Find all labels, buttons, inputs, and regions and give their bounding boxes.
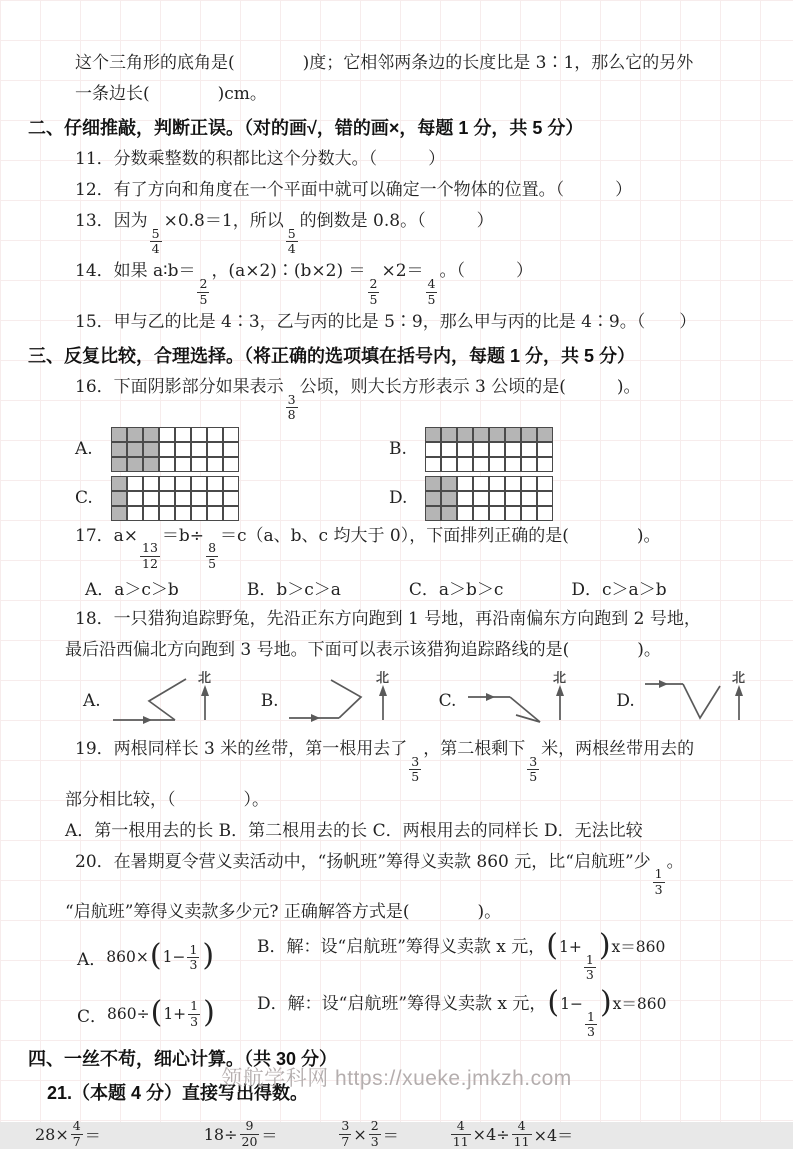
paren-open: ( bbox=[149, 937, 162, 973]
calc4-fraction-2 bbox=[512, 1119, 532, 1149]
grid-cell bbox=[175, 506, 191, 521]
fraction-denominator: 11 bbox=[513, 1133, 530, 1149]
q17-option-a: A．a＞c＞b bbox=[85, 580, 179, 601]
grid-cell bbox=[537, 442, 553, 457]
grid-cell bbox=[191, 476, 207, 491]
grid-cell bbox=[537, 491, 553, 506]
q20-a-label: A． bbox=[77, 949, 107, 970]
q16-option-a-label: A. bbox=[75, 439, 93, 460]
q16-option-row-2 bbox=[65, 476, 763, 521]
q20-d-label: D． bbox=[257, 993, 288, 1014]
paren-close: ) bbox=[598, 928, 611, 964]
q18-diagram-d bbox=[616, 670, 756, 732]
fraction-denominator: 7 bbox=[341, 1133, 350, 1149]
q20-option-row-2 bbox=[65, 984, 763, 1040]
grid-cell bbox=[143, 491, 159, 506]
calc2-fraction bbox=[240, 1119, 260, 1149]
paren-open: ( bbox=[150, 994, 163, 1030]
q20-a-expr: 860× bbox=[106, 948, 149, 967]
fraction-denominator: 11 bbox=[452, 1133, 469, 1149]
grid-cell bbox=[223, 506, 239, 521]
grid-cell bbox=[489, 442, 505, 457]
intro-line-2: 一条边长( )cm。 bbox=[75, 83, 267, 104]
q20-c-inner: 1+ bbox=[163, 1005, 187, 1024]
grid-cell bbox=[505, 457, 521, 472]
grid-cell bbox=[143, 427, 159, 442]
paren-close: ) bbox=[203, 994, 215, 1030]
north-label: 北 bbox=[731, 671, 745, 687]
fraction-denominator: 3 bbox=[587, 1024, 595, 1039]
q19-text-2: ，第二根剩下 bbox=[423, 739, 526, 760]
grid-cell bbox=[143, 506, 159, 521]
grid-cell bbox=[159, 506, 175, 521]
grid-cell bbox=[521, 506, 537, 521]
grid-cell bbox=[127, 457, 143, 472]
grid-cell bbox=[441, 442, 457, 457]
grid-cell bbox=[191, 506, 207, 521]
grid-cell bbox=[537, 457, 553, 472]
grid-cell bbox=[425, 427, 441, 442]
q18-option-b-label: B. bbox=[260, 691, 279, 712]
fraction-numerator: 13 bbox=[142, 540, 158, 556]
grid-cell bbox=[207, 506, 223, 521]
q17-fraction-1 bbox=[140, 541, 160, 571]
grid-cell bbox=[127, 491, 143, 506]
section-2-title: 二、仔细推敲，判断正误。（对的画√，错的画×，每题 1 分，共 5 分） bbox=[28, 117, 584, 138]
q20-b-label: B． bbox=[257, 937, 287, 958]
section-4-title: 四、一丝不苟，细心计算。（共 30 分） bbox=[28, 1049, 338, 1070]
q17-option-d: D．c＞a＞b bbox=[571, 580, 667, 601]
grid-cell bbox=[473, 427, 489, 442]
grid-cell bbox=[521, 476, 537, 491]
q20-fraction bbox=[653, 867, 665, 897]
q20-d-equation: x＝860 bbox=[612, 994, 667, 1013]
grid-cell bbox=[159, 427, 175, 442]
q20-text-1: 20．在暑期夏令营义卖活动中，“扬帆班”筹得义卖款 860 元，比“启航班”少 bbox=[75, 851, 651, 872]
fraction-numerator: 3 bbox=[411, 753, 420, 769]
q17-option-c: C．a＞b＞c bbox=[408, 580, 504, 601]
grid-cell bbox=[175, 427, 191, 442]
q17-option-b: B．b＞c＞a bbox=[246, 580, 341, 601]
q20-c-label: C． bbox=[77, 1006, 108, 1027]
q20-option-d bbox=[257, 984, 667, 1040]
grid-cell bbox=[505, 476, 521, 491]
grid-cell bbox=[111, 457, 127, 472]
q18-diagram-c bbox=[439, 670, 579, 732]
q19-options: A．第一根用去的长 B．第二根用去的长 C．两根用去的同样长 D．无法比较 bbox=[65, 820, 643, 841]
grid-cell bbox=[537, 476, 553, 491]
fraction-denominator: 7 bbox=[72, 1133, 81, 1149]
grid-cell bbox=[505, 506, 521, 521]
question-14 bbox=[65, 260, 763, 307]
grid-cell bbox=[441, 491, 457, 506]
fraction-denominator: 3 bbox=[190, 1013, 199, 1029]
grid-cell bbox=[127, 476, 143, 491]
calc2-pre: 18÷ bbox=[203, 1124, 238, 1144]
grid-cell bbox=[457, 442, 473, 457]
q14-fraction-2 bbox=[368, 277, 380, 307]
calc1-pre: 28× bbox=[35, 1124, 69, 1144]
q20-d-inner: 1− bbox=[560, 994, 583, 1013]
route-diagram-d-icon bbox=[639, 670, 757, 732]
grid-cell bbox=[223, 457, 239, 472]
fraction-denominator: 3 bbox=[585, 967, 594, 983]
fraction-numerator: 4 bbox=[517, 1118, 526, 1134]
q14-text-3: ×2＝ bbox=[381, 261, 424, 282]
fraction-denominator: 8 bbox=[287, 407, 296, 423]
question-19-line-1 bbox=[65, 738, 763, 785]
fraction-denominator: 5 bbox=[208, 555, 217, 571]
q20-option-row-1 bbox=[65, 928, 763, 983]
calc3-operator: × bbox=[353, 1124, 367, 1144]
fraction-numerator: 2 bbox=[369, 276, 378, 292]
q16-option-d-label: D. bbox=[389, 488, 408, 509]
calc1-equals: ＝ bbox=[84, 1125, 101, 1145]
route-diagram-b-icon bbox=[283, 670, 401, 732]
grid-cell bbox=[473, 491, 489, 506]
q16-grid-option-b bbox=[425, 427, 553, 472]
q14-text-1: 14．如果 a∶b＝ bbox=[75, 261, 196, 282]
grid-cell bbox=[175, 442, 191, 457]
fraction-denominator: 5 bbox=[199, 291, 208, 307]
calc4-equals: ×4＝ bbox=[533, 1125, 574, 1145]
q18-diagram-a bbox=[83, 670, 223, 732]
q16-grid-option-d bbox=[425, 476, 553, 521]
question-19-line-2: 部分相比较，（ ）。 bbox=[65, 789, 269, 810]
grid-cell bbox=[111, 506, 127, 521]
grid-cell bbox=[143, 457, 159, 472]
q16-grid-option-c bbox=[111, 476, 239, 521]
q20-option-c bbox=[77, 994, 257, 1030]
q20-d-fraction bbox=[585, 1010, 597, 1040]
grid-cell bbox=[159, 457, 175, 472]
q20-b-text: 解：设“启航班”筹得义卖款 x 元， bbox=[286, 937, 546, 958]
fraction-denominator: 20 bbox=[241, 1133, 258, 1149]
question-20-line-2: “启航班”筹得义卖款多少元? 正确解答方式是( )。 bbox=[65, 902, 502, 923]
grid-cell bbox=[111, 442, 127, 457]
q14-text-4: 。（ ） bbox=[439, 261, 533, 282]
fraction-numerator: 1 bbox=[587, 1008, 595, 1024]
fraction-numerator: 9 bbox=[245, 1118, 254, 1134]
grid-cell bbox=[159, 476, 175, 491]
q20-a-inner: 1− bbox=[162, 948, 186, 967]
q13-text-3: 的倒数是 0.8。（ ） bbox=[299, 210, 494, 231]
north-label: 北 bbox=[375, 671, 389, 687]
q18-option-d-label: D. bbox=[616, 691, 635, 712]
paren-close: ) bbox=[599, 984, 612, 1020]
grid-cell bbox=[175, 476, 191, 491]
q16-text-1: 16．下面阴影部分如果表示 bbox=[75, 376, 284, 397]
calc1-fraction bbox=[71, 1119, 83, 1149]
q16-option-b-label: B. bbox=[389, 439, 407, 460]
grid-cell bbox=[489, 491, 505, 506]
fraction-numerator: 2 bbox=[199, 276, 208, 292]
q14-fraction-3 bbox=[426, 277, 438, 307]
grid-cell bbox=[207, 427, 223, 442]
q20-a-fraction bbox=[187, 943, 199, 973]
calc3-equals: ＝ bbox=[382, 1125, 399, 1145]
grid-cell bbox=[207, 491, 223, 506]
question-15: 15．甲与乙的比是 4∶3，乙与丙的比是 5∶9，那么甲与丙的比是 4∶9。（ ） bbox=[75, 312, 697, 332]
grid-cell bbox=[537, 506, 553, 521]
paren-open: ( bbox=[547, 984, 560, 1020]
grid-cell bbox=[191, 427, 207, 442]
grid-cell bbox=[223, 442, 239, 457]
fraction-numerator: 3 bbox=[341, 1118, 350, 1134]
fraction-numerator: 1 bbox=[189, 941, 198, 957]
q20-b-fraction bbox=[584, 953, 596, 983]
grid-cell bbox=[191, 442, 207, 457]
grid-cell bbox=[457, 476, 473, 491]
fraction-denominator: 3 bbox=[654, 881, 663, 897]
grid-cell bbox=[505, 442, 521, 457]
grid-cell bbox=[505, 427, 521, 442]
question-13 bbox=[65, 210, 763, 257]
q17-text-3: ＝c（a、b、c 均大于 0），下面排列正确的是( )。 bbox=[220, 525, 661, 546]
grid-cell bbox=[425, 506, 441, 521]
grid-cell bbox=[473, 476, 489, 491]
north-label: 北 bbox=[553, 671, 567, 687]
grid-cell bbox=[473, 457, 489, 472]
q20-b-equation: x＝860 bbox=[611, 938, 666, 957]
grid-cell bbox=[441, 476, 457, 491]
q20-d-text: 解：设“启航班”筹得义卖款 x 元， bbox=[287, 993, 547, 1014]
fraction-denominator: 5 bbox=[427, 291, 436, 307]
q19-fraction-2 bbox=[527, 755, 539, 785]
q20-c-expr: 860÷ bbox=[107, 1005, 150, 1024]
grid-cell bbox=[223, 427, 239, 442]
question-18-line-1: 18．一只猎狗追踪野兔，先沿正东方向跑到 1 号地，再沿南偏东方向跑到 2 号地， bbox=[75, 609, 701, 630]
grid-cell bbox=[425, 442, 441, 457]
q19-fraction-1 bbox=[409, 755, 421, 785]
fraction-denominator: 3 bbox=[370, 1133, 379, 1149]
q20-c-fraction bbox=[188, 999, 200, 1029]
q20-option-b bbox=[257, 928, 666, 983]
grid-cell bbox=[489, 427, 505, 442]
grid-cell bbox=[223, 491, 239, 506]
grid-cell bbox=[473, 442, 489, 457]
grid-cell bbox=[521, 491, 537, 506]
fraction-numerator: 3 bbox=[529, 753, 538, 769]
grid-cell bbox=[175, 491, 191, 506]
q13-text-2: ×0.8＝1，所以 bbox=[163, 210, 284, 231]
q16-option-row-1 bbox=[65, 427, 763, 472]
fraction-numerator: 5 bbox=[287, 225, 296, 241]
grid-cell bbox=[489, 476, 505, 491]
grid-cell bbox=[111, 427, 127, 442]
q20-b-inner: 1+ bbox=[559, 938, 582, 957]
q14-fraction-1 bbox=[197, 277, 209, 307]
question-17 bbox=[65, 525, 763, 572]
calc-item-4 bbox=[449, 1119, 573, 1149]
route-diagram-c-icon bbox=[460, 670, 578, 732]
grid-cell bbox=[207, 457, 223, 472]
q18-option-c-label: C. bbox=[438, 691, 457, 712]
fraction-numerator: 1 bbox=[190, 998, 199, 1014]
fraction-numerator: 1 bbox=[654, 866, 663, 882]
grid-cell bbox=[175, 457, 191, 472]
grid-cell bbox=[223, 476, 239, 491]
fraction-numerator: 8 bbox=[208, 540, 217, 556]
grid-cell bbox=[441, 427, 457, 442]
grid-cell bbox=[521, 457, 537, 472]
q13-text-1: 13．因为 bbox=[75, 210, 148, 231]
calc4-operator-1: ×4÷ bbox=[472, 1124, 510, 1144]
q16-option-c-label: C. bbox=[75, 488, 93, 509]
fraction-denominator: 3 bbox=[189, 956, 198, 972]
q17-text-1: 17．a× bbox=[75, 525, 139, 546]
grid-cell bbox=[521, 442, 537, 457]
fraction-numerator: 4 bbox=[427, 276, 436, 292]
grid-cell bbox=[127, 442, 143, 457]
q16-fraction bbox=[286, 393, 298, 423]
grid-cell bbox=[457, 427, 473, 442]
fraction-numerator: 5 bbox=[151, 225, 160, 241]
question-21-header: 21.（本题 4 分）直接写出得数。 bbox=[47, 1083, 309, 1104]
grid-cell bbox=[457, 506, 473, 521]
q18-option-a-label: A. bbox=[83, 691, 101, 712]
fraction-numerator: 4 bbox=[72, 1118, 81, 1134]
calc-item-1 bbox=[35, 1119, 101, 1149]
fraction-denominator: 5 bbox=[411, 769, 420, 785]
grid-cell bbox=[127, 506, 143, 521]
calc-item-3 bbox=[337, 1119, 398, 1149]
q18-diagram-b bbox=[261, 670, 401, 732]
q17-text-2: ＝b÷ bbox=[161, 525, 205, 546]
grid-cell bbox=[425, 491, 441, 506]
grid-cell bbox=[159, 442, 175, 457]
route-diagram-a-icon bbox=[105, 670, 223, 732]
q13-fraction-1 bbox=[150, 227, 162, 257]
calc2-equals: ＝ bbox=[261, 1125, 278, 1145]
fraction-denominator: 4 bbox=[151, 241, 160, 256]
question-20-line-1 bbox=[65, 851, 763, 898]
q21-calculation-row bbox=[35, 1119, 763, 1149]
grid-cell bbox=[521, 427, 537, 442]
grid-cell bbox=[473, 506, 489, 521]
section-3-title: 三、反复比较，合理选择。（将正确的选项填在括号内，每题 1 分，共 5 分） bbox=[28, 345, 636, 366]
grid-cell bbox=[143, 476, 159, 491]
grid-cell bbox=[489, 457, 505, 472]
calc4-fraction-1 bbox=[451, 1119, 471, 1149]
q16-text-2: 公顷，则大长方形表示 3 公顷的是( )。 bbox=[299, 376, 641, 397]
q20-option-a bbox=[77, 937, 257, 973]
fraction-denominator: 4 bbox=[287, 241, 296, 256]
q18-diagram-row bbox=[83, 670, 763, 732]
grid-cell bbox=[441, 506, 457, 521]
grid-cell bbox=[111, 491, 127, 506]
grid-cell bbox=[143, 442, 159, 457]
q13-fraction-2 bbox=[286, 227, 298, 257]
question-12: 12．有了方向和角度在一个平面中就可以确定一个物体的位置。（ ） bbox=[75, 179, 633, 200]
grid-cell bbox=[111, 476, 127, 491]
q20-text-2: 。 bbox=[666, 851, 684, 872]
fraction-denominator: 5 bbox=[369, 291, 378, 307]
q19-text-1: 19．两根同样长 3 米的丝带，第一根用去了 bbox=[75, 739, 408, 760]
q17-options-row bbox=[65, 575, 763, 600]
grid-cell bbox=[457, 491, 473, 506]
calc3-fraction-1 bbox=[339, 1119, 351, 1149]
calc3-fraction-2 bbox=[369, 1119, 381, 1149]
grid-cell bbox=[505, 491, 521, 506]
grid-cell bbox=[425, 476, 441, 491]
q16-grid-option-a bbox=[111, 427, 239, 472]
watermark: 领航学科网 https://xueke.jmkzh.com bbox=[221, 1067, 572, 1090]
grid-cell bbox=[207, 442, 223, 457]
grid-cell bbox=[191, 491, 207, 506]
grid-cell bbox=[159, 491, 175, 506]
north-label: 北 bbox=[197, 671, 211, 687]
grid-cell bbox=[207, 476, 223, 491]
fraction-denominator: 12 bbox=[142, 555, 158, 571]
question-11: 11．分数乘整数的积都比这个分数大。（ ） bbox=[75, 148, 446, 169]
grid-cell bbox=[537, 427, 553, 442]
question-18-line-2: 最后沿西偏北方向跑到 3 号地。下面可以表示该猎狗追踪路线的是( )。 bbox=[65, 640, 661, 661]
grid-cell bbox=[191, 457, 207, 472]
fraction-numerator: 2 bbox=[370, 1118, 379, 1134]
q14-text-2: ，(a×2)∶(b×2) ＝ bbox=[211, 261, 366, 282]
question-16 bbox=[65, 376, 763, 423]
q19-text-3: 米，两根丝带用去的 bbox=[541, 739, 695, 760]
q17-fraction-2 bbox=[206, 541, 218, 571]
paren-close: ) bbox=[202, 937, 215, 973]
paren-open: ( bbox=[546, 928, 558, 964]
grid-cell bbox=[457, 457, 473, 472]
calc-item-2 bbox=[204, 1119, 278, 1149]
grid-cell bbox=[441, 457, 457, 472]
fraction-numerator: 4 bbox=[456, 1118, 465, 1134]
fraction-numerator: 3 bbox=[287, 391, 296, 407]
intro-line-1: 这个三角形的底角是( )度；它相邻两条边的长度比是 3∶1，那么它的另外 bbox=[75, 53, 694, 73]
grid-cell bbox=[127, 427, 143, 442]
fraction-denominator: 5 bbox=[529, 769, 538, 785]
fraction-numerator: 1 bbox=[585, 952, 594, 967]
grid-cell bbox=[425, 457, 441, 472]
grid-cell bbox=[489, 506, 505, 521]
